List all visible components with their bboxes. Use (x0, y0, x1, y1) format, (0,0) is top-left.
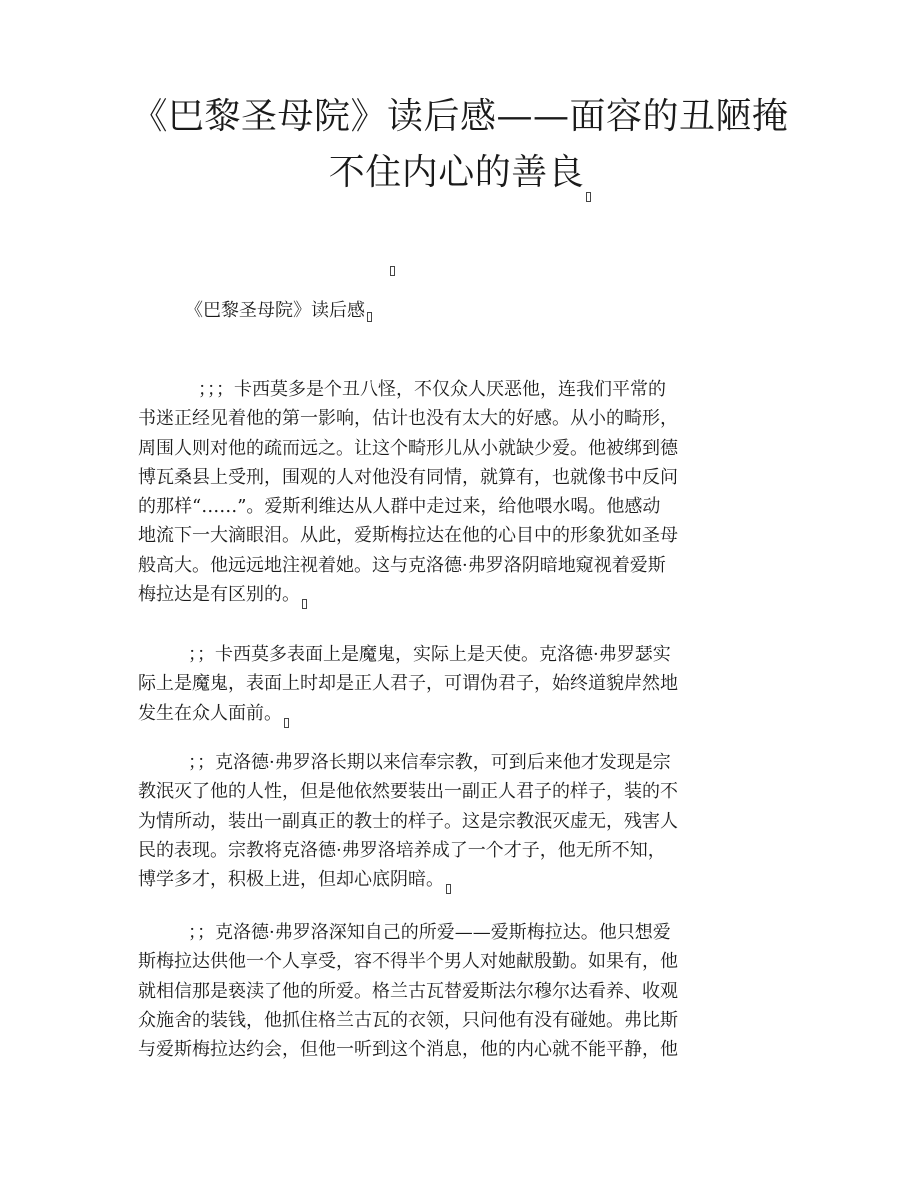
paragraph-line: ；；卡西莫多表面上是魔鬼，实际上是天使。克洛德·弗罗瑟实 (188, 644, 671, 665)
paragraph-line-text: 博学多才，积极上进，但却心底阴暗。 (138, 869, 444, 891)
paragraph-line: ；；；卡西莫多是个丑八怪，不仅众人厌恶他，连我们平常的 (198, 379, 666, 400)
title-line-2 (120, 144, 800, 202)
paragraph-line: 民的表现。宗教将克洛德·弗罗洛培养成了一个才子，他无所不知， (138, 839, 666, 861)
paragraph-line: ；；克洛德·弗罗洛深知自己的所爱——爱斯梅拉达。他只想爱 (188, 922, 671, 943)
paragraph-3 (138, 748, 782, 894)
subtitle-text: 《巴黎圣母院》读后感 (185, 300, 365, 321)
subtitle (185, 296, 372, 322)
paragraph-mark-icon (302, 599, 307, 609)
paragraph-line: 教泯灭了他的人性，但是他依然要装出一副正人君子的样子，装的不 (138, 781, 678, 803)
paragraph-mark-icon (390, 266, 395, 276)
paragraph-line: 斯梅拉达供他一个人享受，容不得半个男人对她献殷勤。如果有，他 (138, 951, 678, 973)
paragraph-line: 的那样“……”。爱斯利维达从人群中走过来，给他喂水喝。他感动 (138, 496, 661, 518)
paragraph-last-line (138, 580, 782, 609)
title-line-1 (120, 88, 800, 146)
paragraph-mark-icon (446, 884, 451, 894)
paragraph-line-text: 梅拉达是有区别的。 (138, 584, 300, 606)
paragraph-line: 际上是魔鬼，表面上时却是正人君子，可谓伪君子，始终道貌岸然地 (138, 673, 678, 695)
paragraph-line: 般高大。他远远地注视着她。这与克洛德·弗罗洛阴暗地窥视着爱斯 (138, 554, 666, 576)
paragraph-line: 博瓦桑县上受刑，围观的人对他没有同情，就算有，也就像书中反问 (138, 466, 678, 488)
paragraph-line: 周围人则对他的疏而远之。让这个畸形儿从小就缺少爱。他被绑到德 (138, 437, 678, 459)
paragraph-last-line (138, 865, 782, 894)
paragraph-line: 就相信那是亵渎了他的所爱。格兰古瓦替爱斯法尔穆尔达看养、收观 (138, 980, 678, 1002)
paragraph-1 (138, 375, 782, 609)
paragraph-line: 与爱斯梅拉达约会，但他一听到这个消息，他的内心就不能平静，他 (138, 1039, 678, 1061)
paragraph-2 (138, 640, 782, 728)
paragraph-line-text: 发生在众人面前。 (138, 702, 282, 724)
paragraph-mark-icon (284, 718, 289, 728)
paragraph-mark-icon (367, 312, 372, 322)
paragraph-last-line (138, 699, 782, 728)
title-line-2-text: 不住内心的善良 (328, 152, 585, 193)
paragraph-line: ；；克洛德·弗罗洛长期以来信奉宗教，可到后来他才发现是宗 (188, 752, 671, 773)
paragraph-mark-icon (586, 192, 591, 202)
paragraph-line: 书迷正经见着他的第一影响，估计也没有太大的好感。从小的畸形， (138, 408, 678, 430)
paragraph-line: 众施舍的装钱，他抓住格兰古瓦的衣领，只问他有没有碰她。弗比斯 (138, 1009, 678, 1031)
title-line-1-text: 《巴黎圣母院》读后感——面容的丑陋掩 (131, 96, 789, 137)
paragraph-line: 为情所动，装出一副真正的教士的样子。这是宗教泯灭虚无，残害人 (138, 810, 678, 832)
paragraph-line: 地流下一大滴眼泪。从此，爱斯梅拉达在他的心目中的形象犹如圣母 (138, 525, 678, 547)
paragraph-4 (138, 918, 782, 1064)
